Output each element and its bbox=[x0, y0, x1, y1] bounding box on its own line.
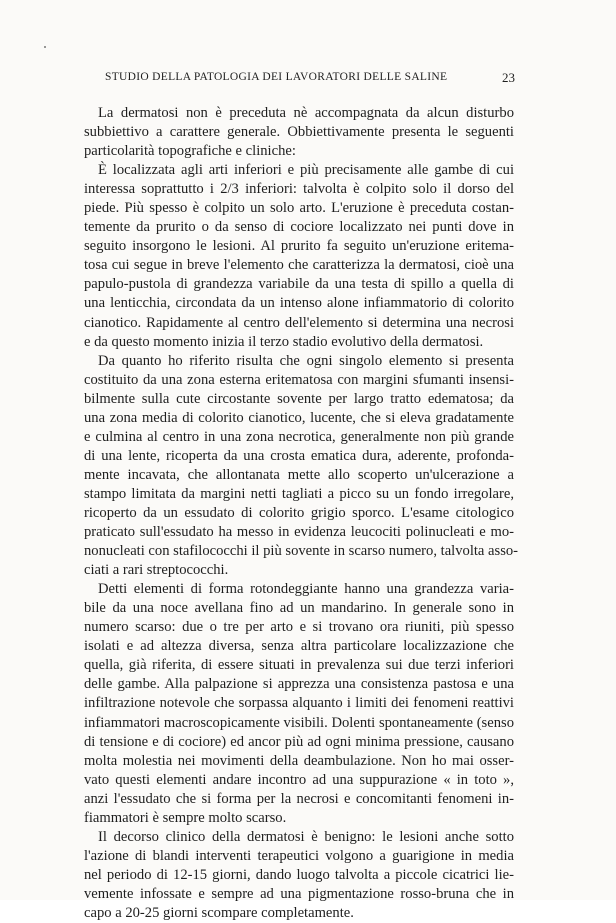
text-line: l'azione di blandi interventi terapeutici volgono a guarigione in media bbox=[84, 847, 514, 864]
text-line: seguito insorgono le lesioni. Al prurito fa seguito un'eruzione eritema- bbox=[84, 238, 514, 255]
text-line: papulo-pustola di grandezza variabile da una testa di spillo a quella di bbox=[84, 276, 514, 293]
text-line: infiammatori macroscopicamente visibili. Dolenti spontaneamente (senso bbox=[84, 714, 514, 731]
text-line: È localizzata agli arti inferiori e più precisamente alle gambe di cui bbox=[98, 162, 514, 179]
text-line: Da quanto ho riferito risulta che ogni singolo elemento si presenta bbox=[98, 352, 514, 369]
text-line: numero scarso: due o tre per arto e si trovano ora riuniti, più spesso bbox=[84, 619, 514, 636]
text-line: particolarità topografiche e cliniche: bbox=[84, 143, 296, 160]
text-line: di tensione e di cociore) ed ancor più ad ogni minima pressione, causano bbox=[84, 733, 514, 750]
text-line: La dermatosi non è preceduta nè accompagnata da alcun disturbo bbox=[98, 105, 514, 121]
text-line: nonucleati con stafilococchi il più sovente in scarso numero, talvolta asso- bbox=[84, 543, 519, 560]
text-line: una zona media di colorito cianotico, lucente, che si eleva gradatamente bbox=[84, 409, 514, 426]
text-line: costituito da una zona esterna eritematosa con margini sfumanti insensi- bbox=[84, 371, 514, 388]
text-line: capo a 20-25 giorni scompare completamente. bbox=[84, 904, 354, 921]
text-line: ciati a rari streptococchi. bbox=[84, 562, 229, 579]
text-line: stampo limitata da margini netti tagliati a picco su un fondo irregolare, bbox=[84, 485, 514, 502]
text-line: quella, già riferita, di essere situati in prevalenza sui due terzi inferiori bbox=[84, 657, 514, 674]
text-line: fiammatori è sempre molto scarso. bbox=[84, 809, 287, 826]
text-line: bile da una noce avellana fino ad un mandarino. In generale sono in bbox=[84, 600, 514, 617]
text-line: una lenticchia, circondata da un intenso alone infiammatorio di colorito bbox=[84, 295, 514, 312]
text-line: Detti elementi di forma rotondeggiante hanno una grandezza varia- bbox=[98, 581, 514, 598]
running-title: STUDIO DELLA PATOLOGIA DEI LAVORATORI DELLE SALINE bbox=[105, 71, 448, 83]
text-line: molta molestia nei movimenti della deambulazione. Non ho mai osser- bbox=[84, 752, 514, 769]
text-line: infiltrazione notevole che sorpassa alquanto i limiti dei fenomeni reattivi bbox=[84, 695, 514, 712]
text-line: isolati e ad altezza diversa, senza altra particolare localizzazione che bbox=[84, 638, 514, 655]
body-text bbox=[84, 104, 519, 923]
text-line: vato questi elementi andare incontro ad una suppurazione « in toto », bbox=[84, 771, 514, 788]
text-line: tosa cui segue in breve l'elemento che caratterizza la dermatosi, cioè una bbox=[84, 257, 514, 274]
text-line: subbiettivo a carattere generale. Obbiettivamente presenta le seguenti bbox=[84, 124, 514, 141]
page-number: 23 bbox=[502, 70, 515, 85]
text-line: ricoperto da un essudato di colorito grigio sporco. L'esame citologico bbox=[84, 504, 514, 521]
text-line: Il decorso clinico della dermatosi è benigno: le lesioni anche sotto bbox=[98, 828, 514, 845]
text-line: nel periodo di 12-15 giorni, dando luogo talvolta a piccole cicatrici lie- bbox=[84, 866, 514, 883]
text-line: e culmina al centro in una zona necrotica, generalmente non più grande bbox=[84, 428, 514, 445]
paper-speck bbox=[44, 46, 46, 48]
text-line: praticato sull'essudato ha messo in evidenza leucociti polinucleati e mo- bbox=[84, 524, 514, 541]
text-line: temente da prurito o da senso di cociore localizzato nei punti dove in bbox=[84, 219, 514, 236]
text-line: piede. Più spesso è colpito un solo arto. L'eruzione è preceduta costan- bbox=[84, 200, 514, 217]
text-line: e da questo momento inizia il terzo stadio evolutivo della dermatosi. bbox=[84, 333, 484, 350]
text-line: interessa soprattutto i 2/3 inferiori: talvolta è colpito solo il dorso del bbox=[84, 181, 514, 198]
text-line: vemente infossate e sempre ad una pigmentazione rosso-bruna che in bbox=[84, 885, 514, 902]
text-line: di una lente, ricoperta da una crosta ematica dura, aderente, profonda- bbox=[84, 447, 514, 464]
page-header bbox=[93, 71, 515, 91]
text-line: anzi l'essudato che si forma per la necrosi e concomitanti fenomeni in- bbox=[84, 790, 514, 807]
text-line: mente incavata, che allontanata mette allo scoperto un'ulcerazione a bbox=[84, 466, 514, 483]
text-line: cianotico. Rapidamente al centro dell'elemento si determina una necrosi bbox=[84, 314, 514, 331]
text-line: delle gambe. Alla palpazione si apprezza una consistenza pastosa e una bbox=[84, 676, 514, 693]
text-line: bilmente sulla cute circostante sovente per largo tratto edematosa; da bbox=[84, 390, 514, 407]
